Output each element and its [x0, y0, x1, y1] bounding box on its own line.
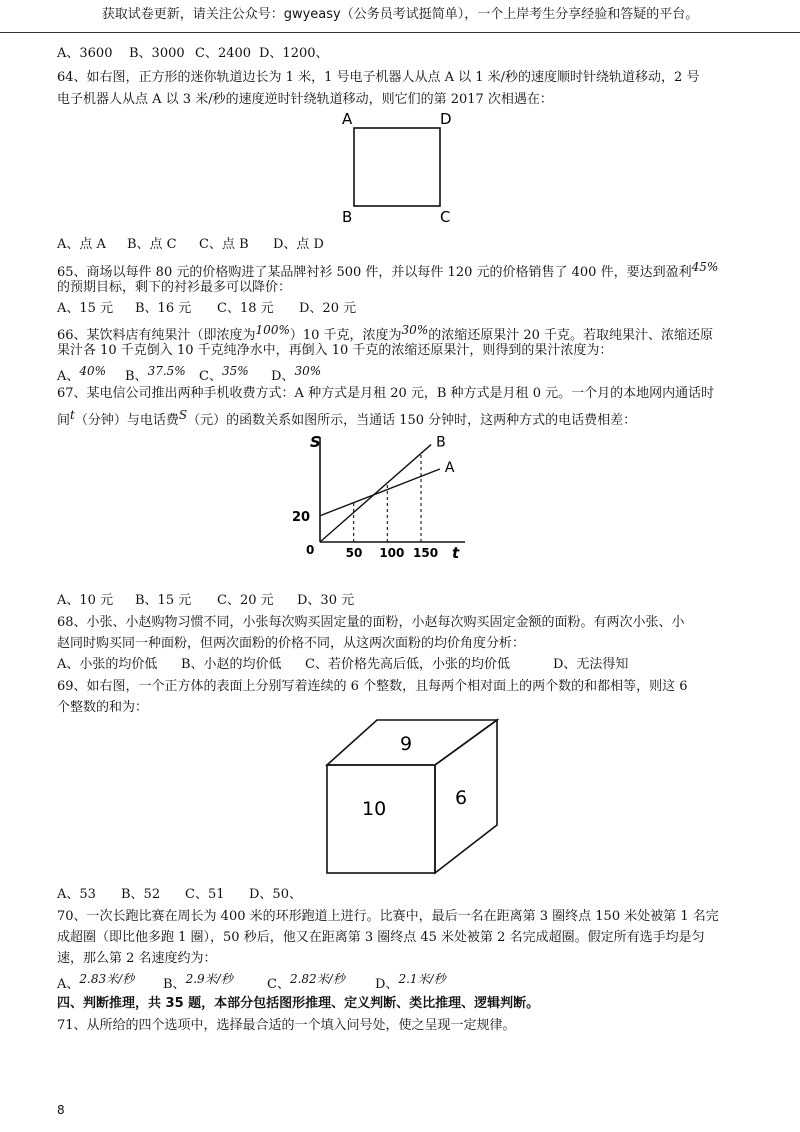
page-header: 获取试卷更新，请关注公众号：gwyeasy（公务员考试挺简单），一个上岸考生分享经验和答疑的平台。: [0, 0, 800, 33]
q67-text-l2c: （元）的函数关系如图所示，当通话 150 分钟时，这两种方式的电话费相差：: [187, 413, 637, 428]
section-4-heading: 四、判断推理，共 35 题，本部分包括图形推理、定义判断、类比推理、逻辑判断。: [57, 996, 540, 1011]
q66-text-l1a: 66、某饮料店有纯果汁（即浓度为: [57, 328, 256, 343]
phone-fee-chart: [290, 425, 490, 565]
q71-text: 71、从所给的四个选项中，选择最合适的一个填入问号处，使之呈现一定规律。: [57, 1018, 516, 1033]
q63-option-b: B、3000: [129, 46, 185, 61]
q69-text-line2: 个整数的和为：: [57, 700, 149, 715]
q69-option-c: C、51: [185, 887, 225, 902]
q70-text-line2: 成超圈（即比他多跑 1 圈），50 秒后，他又在距离第 3 圈终点 45 米处被第 2 名完成超圈。假定所有选手均是匀: [57, 930, 705, 945]
q68-option-d: D、无法得知: [553, 657, 629, 672]
label-b: B: [342, 208, 353, 226]
cube-front-number: 10: [362, 798, 387, 820]
q70-option-d: D、2.1米/秒: [375, 972, 446, 992]
series-b-label: B: [436, 434, 446, 451]
q67-option-d: D、30 元: [297, 593, 355, 608]
q70-text-line3: 速，那么第 2 名速度约为：: [57, 951, 217, 966]
q67-options: [57, 592, 354, 610]
q70-option-c: C、2.82米/秒: [267, 972, 345, 992]
q65-options: [57, 300, 356, 318]
y-axis-label: S: [310, 433, 321, 451]
q68-option-a: A、小张的均价低: [57, 657, 158, 672]
q67-text-l2b: （分钟）与电话费: [74, 413, 179, 428]
series-a-line: [320, 469, 440, 516]
q66-options: [57, 362, 321, 386]
cube-side-number: 6: [455, 787, 468, 809]
q64-option-b: B、点 C: [127, 237, 177, 252]
q64-option-c: C、点 B: [199, 237, 249, 252]
q65-text-line1a: 65、商场以每件 80 元的价格购进了某品牌衬衫 500 件，并以每件 120 元的价格销售了 400 件，要达到盈利: [57, 265, 692, 280]
x-tick-label: 100: [379, 546, 405, 560]
y-tick-label: 20: [292, 509, 311, 525]
guide-lines: [354, 453, 421, 542]
q66-option-b: B、37.5%: [125, 364, 186, 384]
q66-text-l1b: ）10 千克，浓度为: [289, 328, 402, 343]
q69-options: [57, 886, 302, 904]
q65-option-a: A、15 元: [57, 301, 114, 316]
q66-option-a: A、40%: [57, 364, 107, 384]
origin-label: 0: [306, 543, 315, 557]
q69-option-b: B、52: [121, 887, 161, 902]
q66-text-l1c: 的浓缩还原果汁 20 千克。若取纯果汁、浓缩还原: [428, 328, 714, 343]
series-a-label: A: [444, 460, 455, 477]
q69-option-a: A、53: [57, 887, 96, 902]
q63-option-a: A、3600: [57, 46, 113, 61]
series-b-line: [320, 445, 431, 542]
q67-option-a: A、10 元: [57, 593, 114, 608]
cube-top-number: 9: [400, 733, 413, 755]
q68-text-line2: 赵同时购买同一种面粉，但两次面粉的价格不同，从这两次面粉的均价角度分析：: [57, 636, 526, 651]
square-track: [354, 128, 440, 206]
q69-text-line1: 69、如右图，一个正方体的表面上分别写着连续的 6 个整数，且每两个相对面上的两个数的和都相等，则这 6: [57, 679, 688, 694]
q66-option-c: C、35%: [199, 364, 249, 384]
q63-option-d: D、1200、: [259, 46, 329, 61]
q69-option-d: D、50、: [249, 887, 302, 902]
label-c: C: [440, 208, 451, 226]
q64-text-line2: 电子机器人从点 A 以 3 米/秒的速度逆时针绕轨道移动，则它们的第 2017 次相遇在：: [57, 92, 553, 107]
q65-option-d: D、20 元: [299, 301, 357, 316]
q63-options: [57, 45, 329, 63]
q64-option-d: D、点 D: [273, 237, 324, 252]
q65-option-c: C、18 元: [217, 301, 274, 316]
q66-option-d: D、30%: [271, 364, 322, 384]
q67-text-line1: 67、某电信公司推出两种手机收费方式：A 种方式是月租 20 元，B 种方式是月租 0 元。一个月的本地网内通话时: [57, 386, 715, 401]
q63-option-c: C、2400: [195, 46, 252, 61]
square-track-figure: [330, 108, 470, 226]
q67-text-l2a: 间: [57, 413, 71, 428]
label-d: D: [440, 110, 452, 128]
q65-text-line2: 的预期目标，剩下的衬衫最多可以降价：: [57, 280, 292, 295]
x-tick-label: 50: [345, 546, 363, 560]
q66-percent-1: 100%: [255, 323, 290, 337]
q64-option-a: A、点 A: [57, 237, 106, 252]
q70-option-b: B、2.9米/秒: [163, 972, 233, 992]
page-number: 8: [57, 1103, 65, 1117]
x-axis-label: t: [452, 544, 460, 562]
q68-text-line1: 68、小张、小赵购物习惯不同，小张每次购买固定量的面粉，小赵每次购买固定金额的面粉。有两次小张、小: [57, 615, 685, 630]
q65-option-b: B、16 元: [135, 301, 192, 316]
x-tick-label: 150: [413, 546, 439, 560]
q66-percent-2: 30%: [401, 323, 429, 337]
q67-var-s: S: [178, 408, 188, 422]
q67-option-b: B、15 元: [135, 593, 192, 608]
q68-options: [57, 656, 628, 674]
q64-options: [57, 236, 324, 254]
q67-option-c: C、20 元: [217, 593, 274, 608]
q70-options: [57, 970, 446, 994]
q65-percent: 45%: [691, 260, 719, 274]
q67-var-t: t: [70, 408, 75, 422]
q68-option-c: C、若价格先高后低，小张的均价低: [305, 657, 510, 672]
cube-figure: [325, 717, 500, 877]
q64-text-line1: 64、如右图，正方形的迷你轨道边长为 1 米，1 号电子机器人从点 A 以 1 米/秒的速度顺时针绕轨道移动，2 号: [57, 70, 700, 85]
q70-option-a: A、2.83米/秒: [57, 972, 135, 992]
q66-text-line2: 果汁各 10 千克倒入 10 千克纯净水中，再倒入 10 千克的浓缩还原果汁，则得到的果汁浓度为：: [57, 343, 613, 358]
q68-option-b: B、小赵的均价低: [181, 657, 282, 672]
q70-text-line1: 70、一次长跑比赛在周长为 400 米的环形跑道上进行。比赛中，最后一名在距离第 3 圈终点 150 米处被第 1 名完: [57, 909, 719, 924]
label-a: A: [342, 110, 353, 128]
